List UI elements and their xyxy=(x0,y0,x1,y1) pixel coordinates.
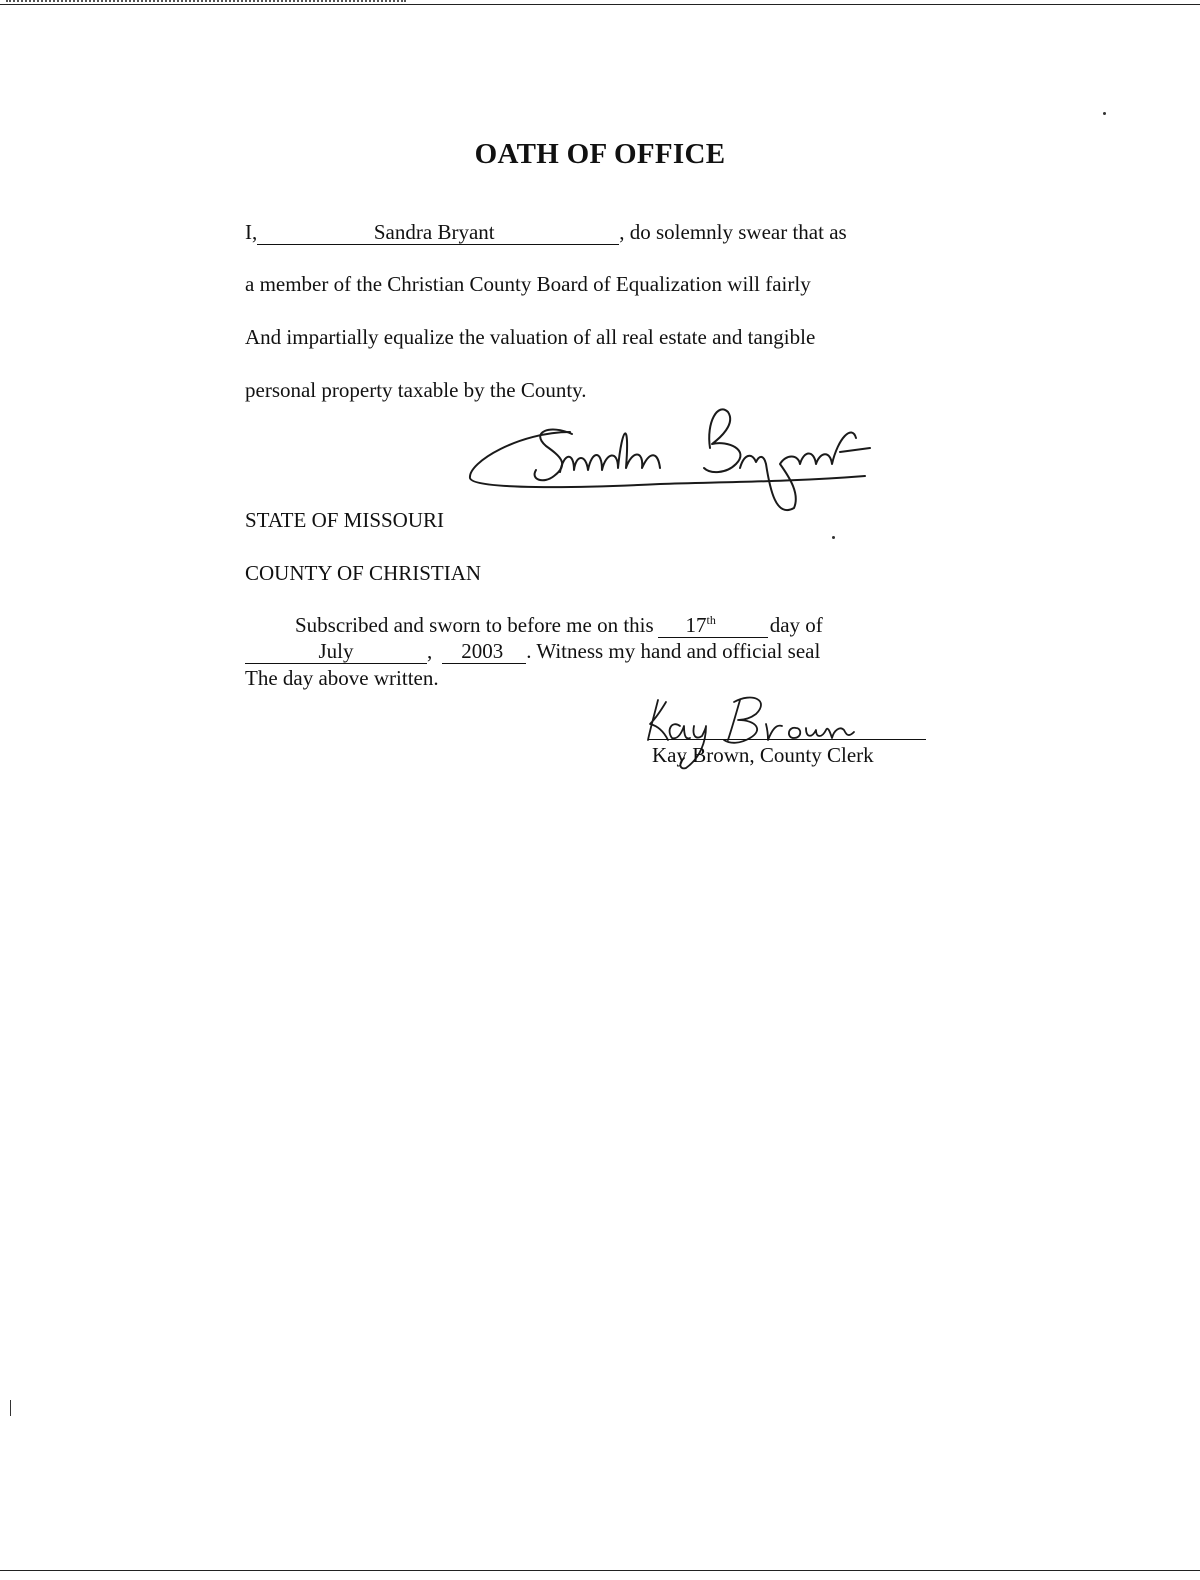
state-line: STATE OF MISSOURI xyxy=(245,508,445,532)
top-border-line xyxy=(0,4,1200,5)
oath-line-4: personal property taxable by the County. xyxy=(245,378,587,402)
oath-name-field xyxy=(257,222,619,245)
oath-line-2: a member of the Christian County Board of Equalization will fairly xyxy=(245,272,811,296)
clerk-caption: Kay Brown, County Clerk xyxy=(652,743,874,767)
oath-suffix: , do solemnly swear that as xyxy=(619,220,847,244)
scan-speck xyxy=(1103,112,1106,115)
jurat-year-field xyxy=(442,641,526,664)
oath-prefix: I, xyxy=(245,220,258,244)
oath-line-1 xyxy=(245,220,847,245)
county-line: COUNTY OF CHRISTIAN xyxy=(245,561,482,585)
jurat-comma: , xyxy=(427,639,433,663)
jurat-day-field xyxy=(658,614,768,638)
jurat-witness: . Witness my hand and official seal xyxy=(526,639,821,663)
oath-line-3: And impartially equalize the valuation of all real estate and tangible xyxy=(245,325,816,349)
bottom-border-line xyxy=(0,1570,1200,1571)
jurat-lead: Subscribed and sworn to before me on this xyxy=(295,613,654,637)
scan-speck xyxy=(832,536,835,539)
jurat-month: July xyxy=(318,639,354,663)
scan-margin-mark xyxy=(10,1400,11,1416)
sandra-bryant-signature xyxy=(460,398,880,526)
jurat-line-2 xyxy=(245,639,820,664)
jurat-line-1 xyxy=(295,613,823,638)
jurat-day-suffix: th xyxy=(706,613,716,627)
clerk-signature-line xyxy=(648,739,926,740)
jurat-day: 17 xyxy=(685,613,707,637)
jurat-month-field xyxy=(245,641,427,664)
jurat-day-of: day of xyxy=(769,613,823,637)
oath-name: Sandra Bryant xyxy=(373,220,495,244)
jurat-line-3: The day above written. xyxy=(245,666,439,690)
jurat-year: 2003 xyxy=(461,639,504,663)
page-title: OATH OF OFFICE xyxy=(474,138,726,170)
